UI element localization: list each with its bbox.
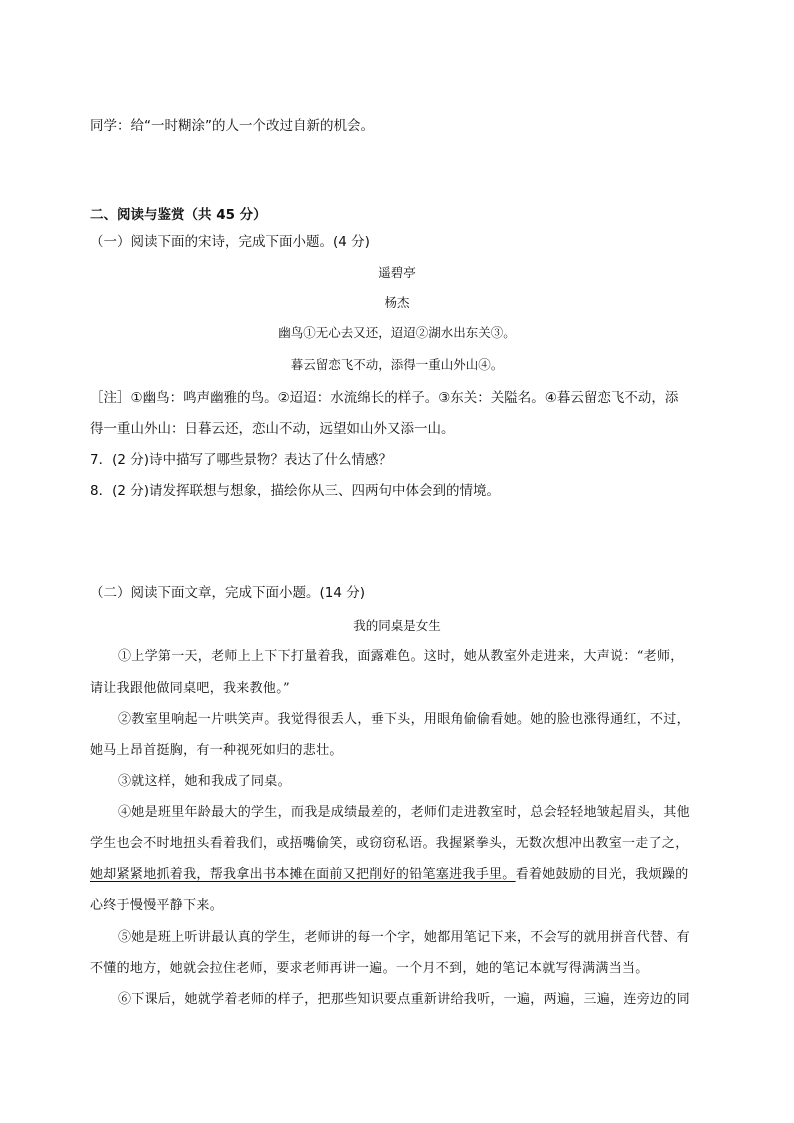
poem-line-1: 幽鸟①无心去又还，迢迢②湖水出东关③。: [278, 325, 516, 340]
essay-p4-line-3: [90, 866, 689, 884]
essay-p4-line-4: 心终于慢慢平静下来。: [90, 898, 224, 913]
answer-line: 同学：给“一时糊涂”的人一个改过自新的机会。: [90, 118, 374, 134]
essay-p5-line-2: 不懂的地方，她就会拉住老师，要求老师再讲一遍。一个月不到，她的笔记本就写得满满当当。: [90, 961, 649, 976]
poem-author: 杨杰: [384, 295, 410, 310]
section-heading: 二、阅读与鉴赏（共 45 分）: [90, 207, 267, 223]
essay-p2-line-1: ②教室里响起一片哄笑声。我觉得很丢人，垂下头，用眼角偷偷看她。她的脸也涨得通红，不过，: [118, 712, 690, 727]
essay-p5-line-1: ⑤她是班上听讲最认真的学生，老师讲的每一个字，她都用笔记下来，不会写的就用拼音代替、有: [118, 930, 690, 945]
essay-p2-line-2: 她马上昂首挺胸，有一种视死如归的悲壮。: [90, 743, 343, 758]
question-8: 8．(2 分)请发挥联想与想象，描绘你从三、四两句中体会到的情境。: [90, 483, 501, 499]
poem-title: 遥碧亭: [378, 265, 416, 280]
part2-instruction: （二）阅读下面文章，完成下面小题。(14 分): [90, 585, 366, 601]
essay-title: 我的同桌是女生: [353, 618, 441, 633]
poem-note-line-2: 得一重山外山：日暮云还，恋山不动，远望如山外又添一山。: [90, 421, 455, 437]
underlined-sentence: 她却紧紧地抓着我，帮我拿出书本摊在面前又把削好的铅笔塞进我手里。: [90, 867, 516, 882]
part1-instruction: （一）阅读下面的宋诗，完成下面小题。(4 分): [90, 234, 370, 250]
essay-p1-line-2: 请让我跟他做同桌吧，我来教他。”: [90, 681, 290, 696]
essay-p3-line-1: ③就这样，她和我成了同桌。: [118, 774, 291, 789]
essay-p4-line-1: ④她是班里年龄最大的学生，而我是成绩最差的，老师们走进教室时，总会轻轻地皱起眉头，其他: [118, 805, 690, 820]
essay-p1-line-1: ①上学第一天，老师上上下下打量着我，面露难色。这时，她从教室外走进来，大声说：“老师，: [118, 649, 684, 664]
essay-p4-line-3-rest: 看着她鼓励的目光，我烦躁的: [515, 867, 689, 882]
poem-note-line-1: ［注］①幽鸟：鸣声幽雅的鸟。②迢迢：水流绵长的样子。③东关：关隘名。④暮云留恋飞不动，添: [90, 390, 679, 406]
essay-p6-line-1: ⑥下课后，她就学着老师的样子，把那些知识要点重新讲给我听，一遍，两遍，三遍，连旁边的同: [118, 992, 690, 1007]
poem-line-2: 暮云留恋飞不动，添得一重山外山④。: [290, 357, 504, 372]
essay-p4-line-2: 学生也会不时地扭头看着我们，或捂嘴偷笑，或窃窃私语。我握紧拳头，无数次想冲出教室一走了之，: [90, 836, 689, 851]
question-7: 7．(2 分)诗中描写了哪些景物？表达了什么情感？: [90, 452, 393, 468]
